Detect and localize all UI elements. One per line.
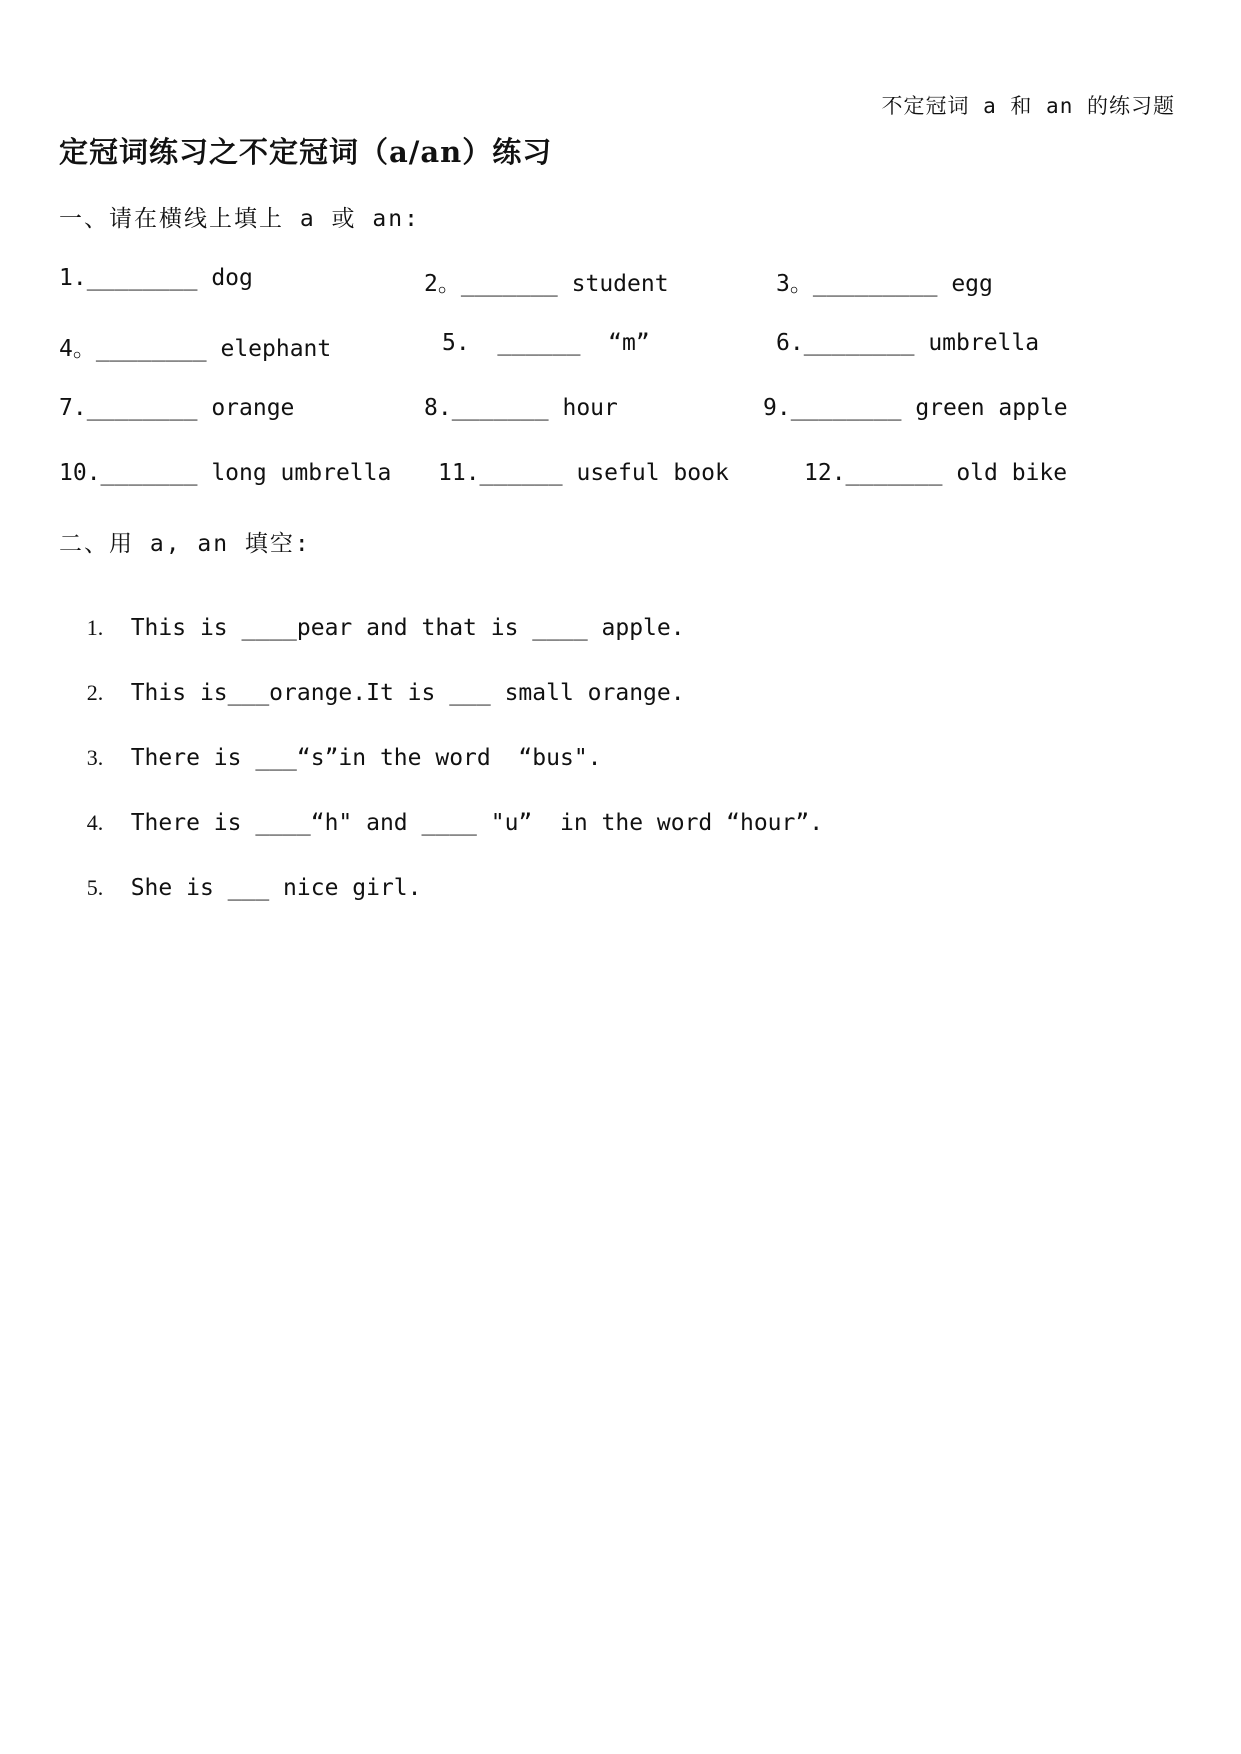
- exercise-item: 5. ______ “m”: [442, 330, 650, 356]
- sentence-item: [59, 849, 422, 901]
- exercise-item: 11.______ useful book: [438, 460, 729, 486]
- sentence-number: 3.: [86, 745, 104, 770]
- sentence-text: There is ____“h" and ____ "u” in the word “hour”.: [130, 810, 824, 836]
- exercise-item: 9.________ green apple: [763, 395, 1068, 421]
- sentence-item: [59, 784, 823, 836]
- exercise-item: 10._______ long umbrella: [59, 460, 392, 486]
- exercise-item: 12._______ old bike: [804, 460, 1068, 486]
- sentence-text: There is ___“s”in the word “bus".: [130, 745, 602, 771]
- exercise-item: 1.________ dog: [59, 265, 253, 291]
- sentence-text: She is ___ nice girl.: [130, 875, 422, 901]
- sentence-number: 4.: [86, 810, 104, 835]
- sentence-number: 1.: [86, 615, 104, 640]
- sentence-item: [59, 719, 602, 771]
- exercise-item: 4。________ elephant: [59, 336, 332, 362]
- exercise-item: 7.________ orange: [59, 395, 295, 421]
- sentence-number: 5.: [86, 875, 104, 900]
- sentence-item: [59, 654, 685, 706]
- exercise-item: 2。_______ student: [424, 271, 669, 297]
- exercise-item: 6.________ umbrella: [776, 330, 1040, 356]
- sentence-text: This is___orange.It is ___ small orange.: [130, 680, 685, 706]
- section-1-heading: 一、请在横线上填上 a 或 an:: [59, 206, 420, 232]
- sentence-item: [59, 589, 685, 641]
- running-header: 不定冠词 a 和 an 的练习题: [881, 94, 1175, 118]
- sentence-text: This is ____pear and that is ____ apple.: [130, 615, 685, 641]
- document-title: 定冠词练习之不定冠词（a/an）练习: [59, 135, 553, 169]
- exercise-item: 3。_________ egg: [776, 271, 993, 297]
- sentence-number: 2.: [86, 680, 104, 705]
- exercise-item: 8._______ hour: [424, 395, 618, 421]
- section-2-heading: 二、用 a, an 填空:: [59, 531, 311, 557]
